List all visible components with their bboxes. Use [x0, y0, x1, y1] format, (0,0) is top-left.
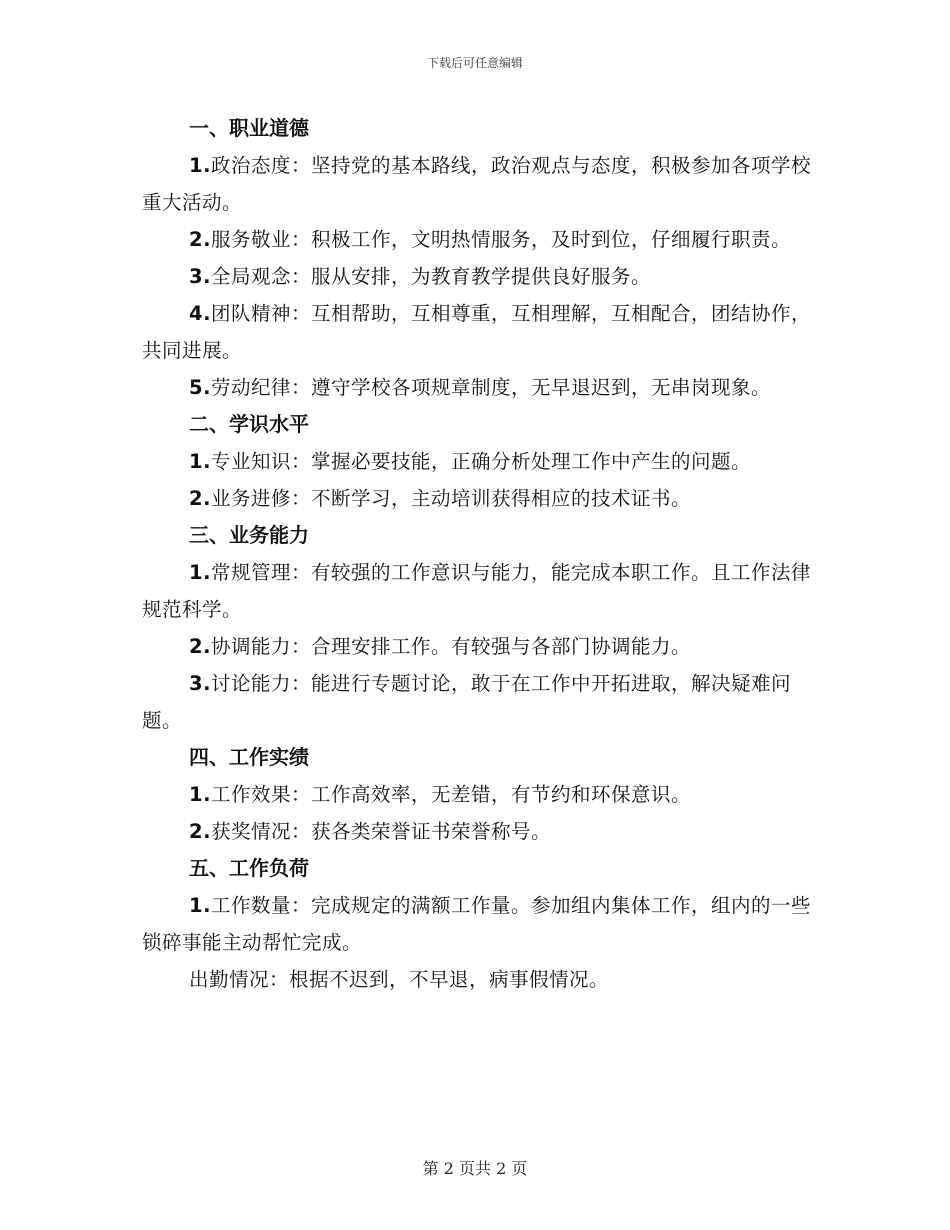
- item-number: 1.: [189, 154, 211, 177]
- item-text: 团队精神：互相帮助，互相尊重，互相理解，互相配合，团结协作，共同进展。: [142, 302, 811, 362]
- item-number: 1.: [189, 561, 211, 584]
- section-heading: 一、职业道德: [189, 116, 309, 140]
- item-number: 2.: [189, 820, 211, 843]
- item-text: 常规管理：有较强的工作意识与能力，能完成本职工作。且工作法律规范科学。: [142, 561, 811, 621]
- list-item: [142, 887, 812, 961]
- section-heading: 四、工作实绩: [189, 745, 309, 769]
- section-heading: 五、工作负荷: [189, 856, 309, 880]
- list-item: [142, 258, 812, 295]
- item-text: 工作效果：工作高效率，无差错，有节约和环保意识。: [210, 783, 691, 806]
- list-item: [142, 221, 812, 258]
- page-header: 下载后可任意编辑: [426, 56, 523, 70]
- list-item: [142, 480, 812, 517]
- section-professional-ethics: [142, 110, 812, 406]
- section-knowledge-level: [142, 406, 812, 517]
- list-item: [142, 443, 812, 480]
- item-number: 1.: [189, 450, 211, 473]
- item-number: 2.: [189, 487, 211, 510]
- section-work-performance: [142, 739, 812, 850]
- document-body: [142, 110, 812, 998]
- item-text: 讨论能力：能进行专题讨论，敢于在工作中开拓进取，解决疑难问题。: [142, 672, 791, 732]
- section-heading: 三、业务能力: [189, 523, 309, 547]
- list-item: [142, 369, 812, 406]
- list-item: [142, 665, 812, 739]
- item-number: 5.: [189, 376, 211, 399]
- item-text: 工作数量：完成规定的满额工作量。参加组内集体工作，组内的一些锁碎事能主动帮忙完成。: [142, 894, 811, 954]
- item-text: 出勤情况：根据不迟到，不早退，病事假情况。: [189, 968, 610, 991]
- item-text: 全局观念：服从安排，为教育教学提供良好服务。: [210, 265, 651, 288]
- item-number: 2.: [189, 228, 211, 251]
- section-workload: [142, 850, 812, 998]
- item-number: 4.: [189, 302, 211, 325]
- item-text: 专业知识：掌握必要技能，正确分析处理工作中产生的问题。: [210, 450, 751, 473]
- list-item: [142, 147, 812, 221]
- section-heading: 二、学识水平: [189, 412, 309, 436]
- list-item: [142, 295, 812, 369]
- item-number: 3.: [189, 265, 211, 288]
- page-number-footer: 第 2 页共 2 页: [422, 1159, 528, 1178]
- item-text: 劳动纪律：遵守学校各项规章制度，无早退迟到，无串岗现象。: [210, 376, 771, 399]
- list-item: [142, 961, 812, 998]
- item-text: 获奖情况：获各类荣誉证书荣誉称号。: [210, 820, 551, 843]
- item-number: 2.: [189, 635, 211, 658]
- item-text: 协调能力：合理安排工作。有较强与各部门协调能力。: [210, 635, 691, 658]
- section-business-ability: [142, 517, 812, 739]
- list-item: [142, 628, 812, 665]
- item-number: 1.: [189, 894, 211, 917]
- list-item: [142, 813, 812, 850]
- item-number: 3.: [189, 672, 211, 695]
- list-item: [142, 776, 812, 813]
- item-text: 业务进修：不断学习，主动培训获得相应的技术证书。: [210, 487, 691, 510]
- item-text: 服务敬业：积极工作，文明热情服务，及时到位，仔细履行职责。: [210, 228, 791, 251]
- list-item: [142, 554, 812, 628]
- item-text: 政治态度：坚持党的基本路线，政治观点与态度，积极参加各项学校重大活动。: [142, 154, 811, 214]
- item-number: 1.: [189, 783, 211, 806]
